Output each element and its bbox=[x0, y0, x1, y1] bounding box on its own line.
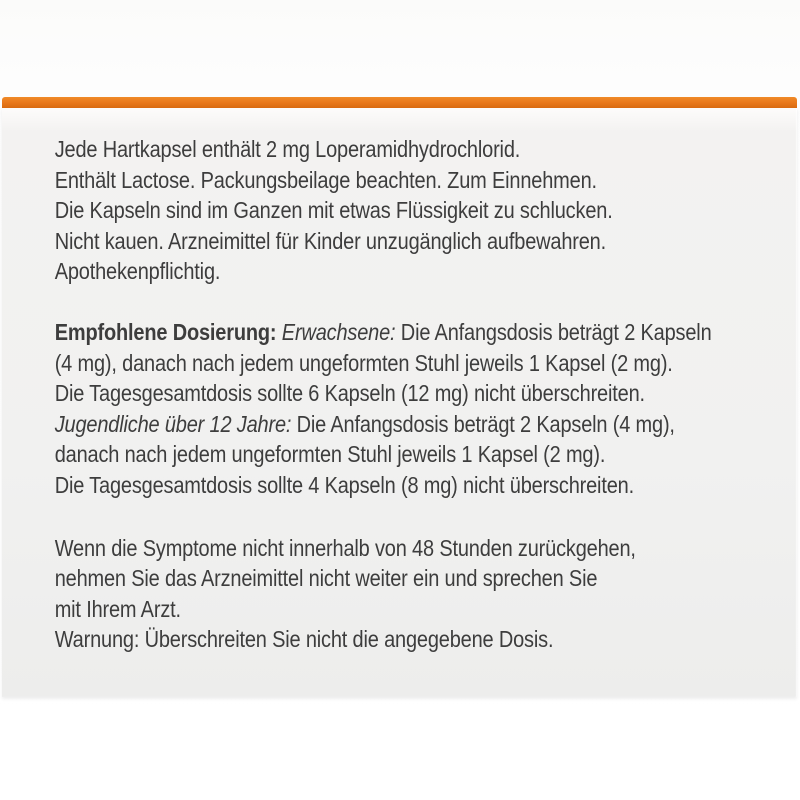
panel-text bbox=[2, 108, 800, 655]
dosage-line bbox=[55, 409, 800, 440]
teens-text: Die Anfangsdosis beträgt 2 Kapseln (4 mg), bbox=[296, 410, 675, 437]
teens-label: Jugendliche über 12 Jahre: bbox=[54, 410, 292, 437]
dosage-line: Die Tagesgesamtdosis sollte 6 Kapseln (12 mg) nicht überschreiten. bbox=[54, 380, 645, 407]
composition-line: Jede Hartkapsel enthält 2 mg Loperamidhydrochlorid. bbox=[54, 136, 521, 162]
orange-accent-stripe bbox=[2, 97, 797, 108]
composition-line: Die Kapseln sind im Ganzen mit etwas Flüssigkeit zu schlucken. bbox=[54, 197, 613, 224]
warning-line: nehmen Sie das Arzneimittel nicht weiter ein und sprechen Sie bbox=[54, 565, 598, 592]
composition-line: Apothekenpflichtig. bbox=[54, 258, 221, 285]
dosage-line: (4 mg), danach nach jedem ungeformten Stuhl jeweils 1 Kapsel (2 mg). bbox=[54, 349, 673, 376]
warning-line: mit Ihrem Arzt. bbox=[54, 595, 181, 622]
adults-text: Die Anfangsdosis beträgt 2 Kapseln bbox=[400, 318, 712, 345]
dosage-line bbox=[55, 317, 800, 348]
medication-box-back-panel bbox=[2, 97, 797, 697]
dosage-heading: Empfohlene Dosierung: bbox=[54, 318, 277, 345]
dosage-line: danach nach jedem ungeformten Stuhl jeweils 1 Kapsel (2 mg). bbox=[54, 441, 606, 468]
warning-line: Wenn die Symptome nicht innerhalb von 48 Stunden zurückgehen, bbox=[54, 534, 636, 561]
composition-paragraph bbox=[55, 134, 800, 287]
dosage-line: Die Tagesgesamtdosis sollte 4 Kapseln (8 mg) nicht überschreiten. bbox=[54, 471, 634, 498]
adults-label: Erwachsene: bbox=[281, 318, 396, 345]
composition-line: Nicht kauen. Arzneimittel für Kinder unzugänglich aufbewahren. bbox=[54, 227, 607, 254]
composition-line: Enthält Lactose. Packungsbeilage beachten. Zum Einnehmen. bbox=[54, 166, 597, 193]
warning-statement: Warnung: Überschreiten Sie nicht die angegebene Dosis. bbox=[54, 626, 554, 653]
warning-paragraph bbox=[55, 533, 800, 655]
dosage-paragraph bbox=[55, 317, 800, 501]
